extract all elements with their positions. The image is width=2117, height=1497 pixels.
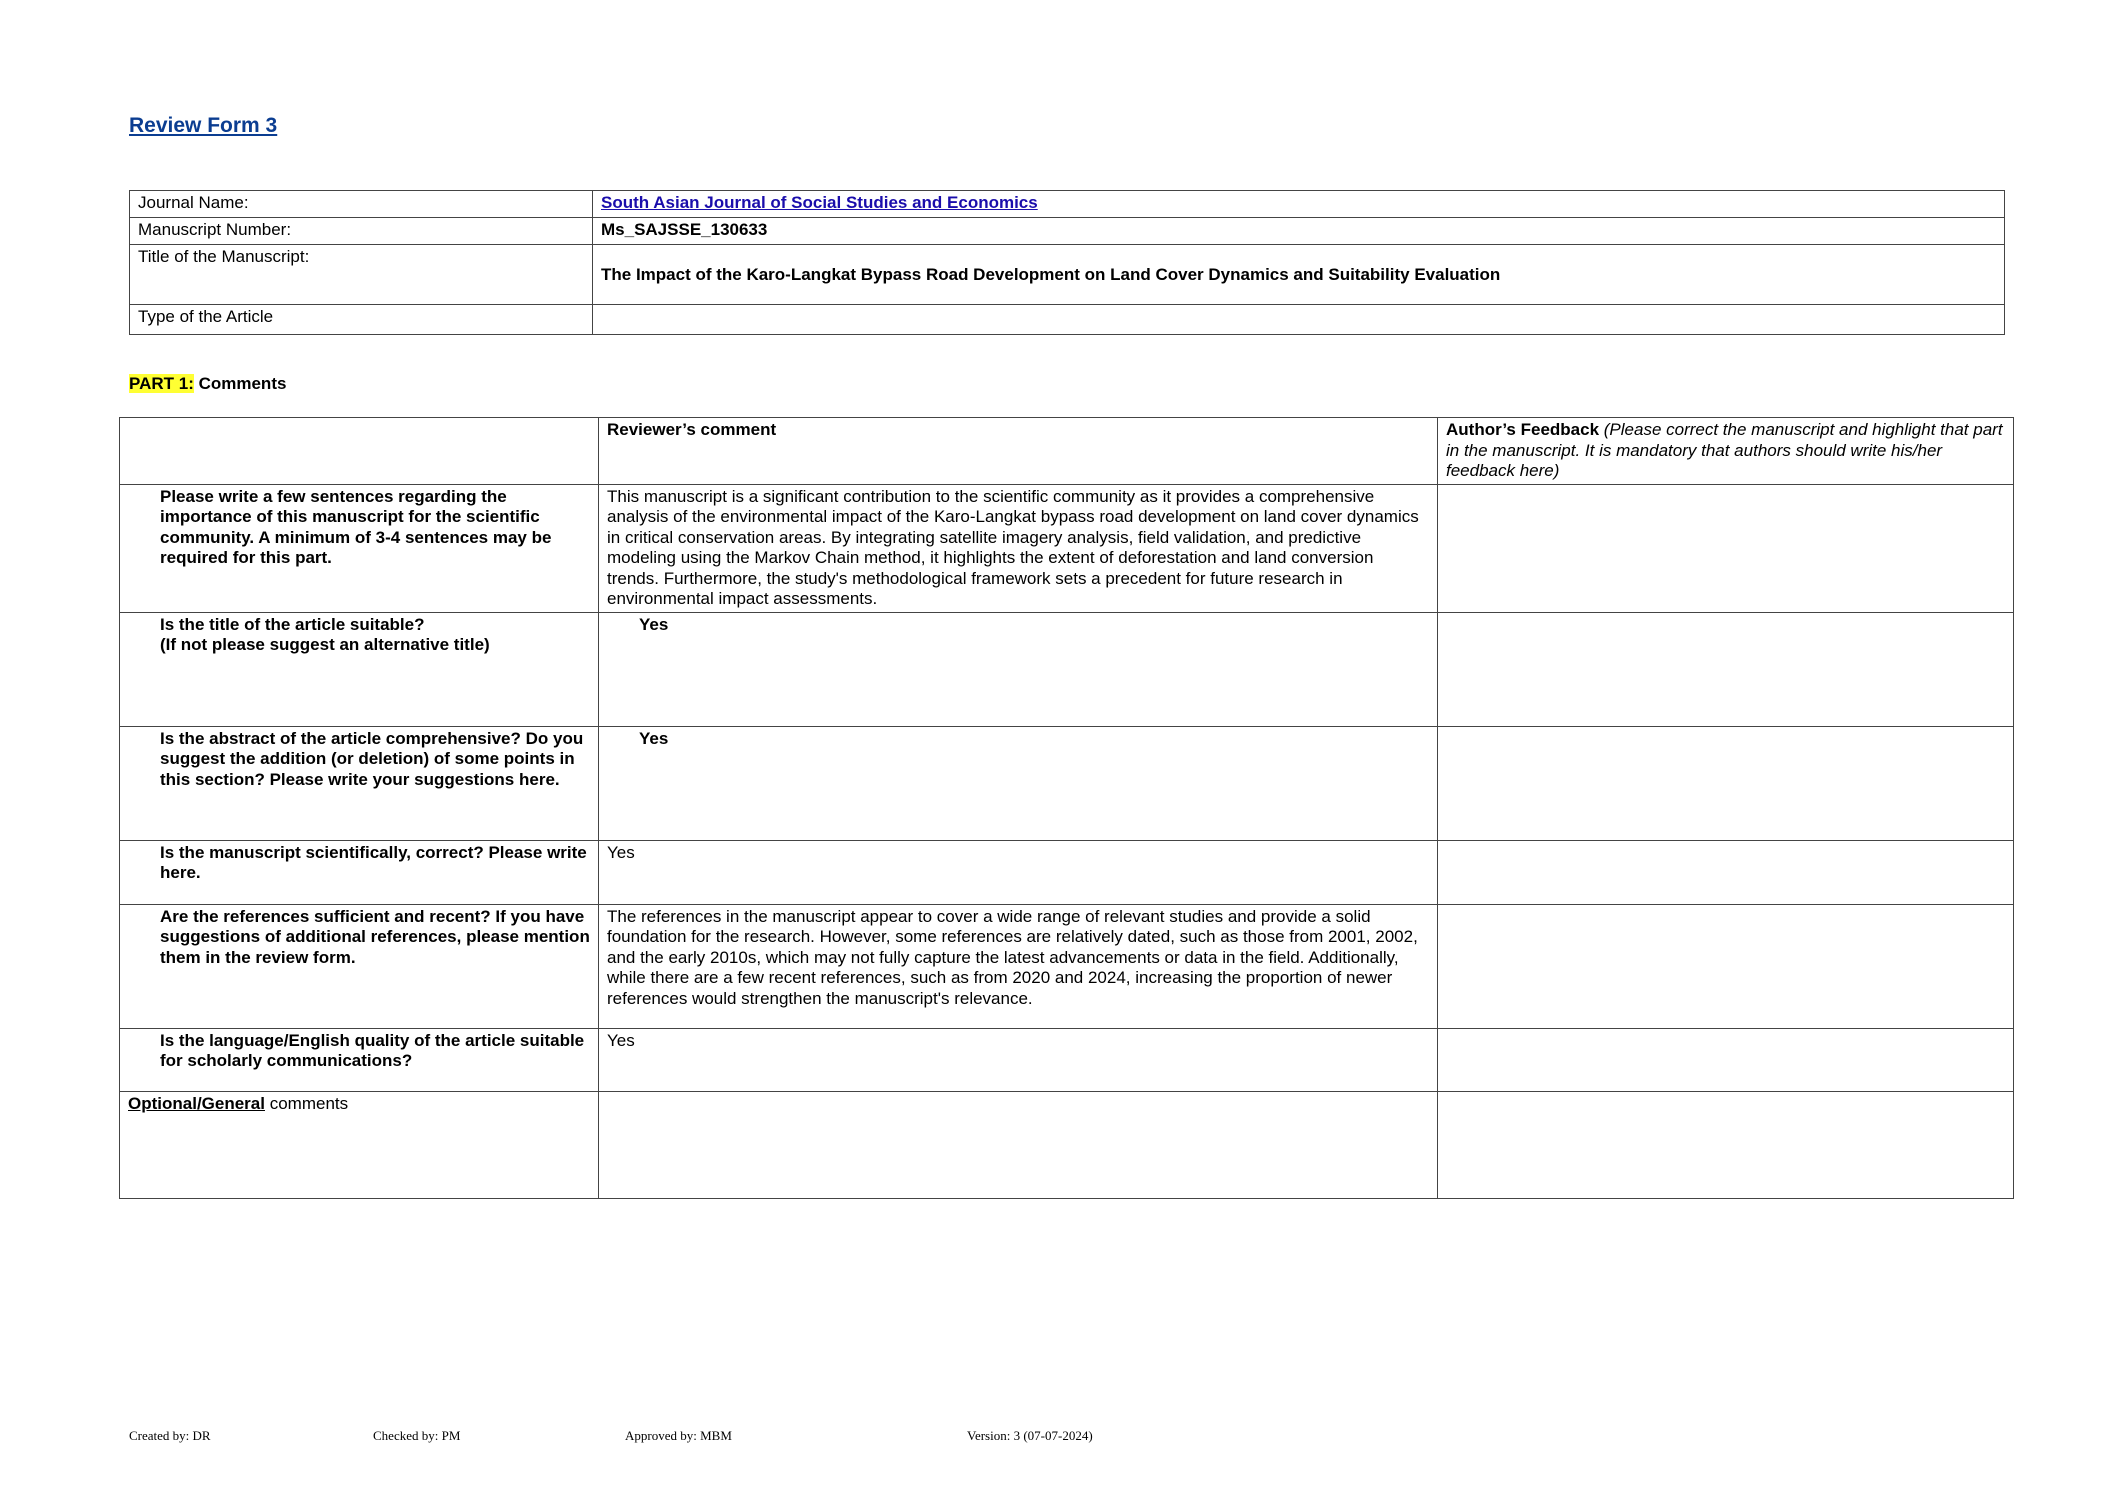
ms-value: Ms_SAJSSE_130633 <box>593 218 2005 245</box>
author-feedback[interactable] <box>1438 1028 2014 1091</box>
title-label: Title of the Manuscript: <box>130 245 593 305</box>
footer-version: Version: 3 (07-07-2024) <box>967 1428 1093 1443</box>
optional-label <box>120 1091 599 1198</box>
author-feedback[interactable] <box>1438 904 2014 1028</box>
journal-label: Journal Name: <box>130 191 593 218</box>
ms-label: Manuscript Number: <box>130 218 593 245</box>
table-row <box>120 904 2014 1028</box>
optional-rest: comments <box>264 1093 349 1113</box>
part-label: PART 1: <box>129 374 194 393</box>
reviewer-comment-header: Reviewer’s comment <box>599 418 1438 485</box>
type-value <box>593 305 2005 335</box>
question: Please write a few sentences regarding the importance of this manuscript for the scientific community. A minimum of 3-4 sentences may be required for this part. <box>120 484 599 612</box>
empty-header <box>120 418 599 485</box>
author-feedback-header <box>1438 418 2014 485</box>
optional-row <box>120 1091 2014 1198</box>
journal-link[interactable]: South Asian Journal of Social Studies and Economics <box>601 193 1038 212</box>
author-feedback[interactable] <box>1438 840 2014 904</box>
type-label: Type of the Article <box>130 305 593 335</box>
reviewer-comment[interactable]: This manuscript is a significant contribution to the scientific community as it provides a comprehensive analysis of the environmental impact of the Karo-Langkat bypass road development on land cover dynamics in critical conservation areas. By integrating satellite imagery analysis, field validation, and predictive modeling using the Markov Chain method, it highlights the extent of deforestation and land conversion trends. Furthermore, the study's methodological framework sets a precedent for future research in environmental impact assessments. <box>599 484 1438 612</box>
author-feedback[interactable] <box>1438 484 2014 612</box>
optional-comment[interactable] <box>599 1091 1438 1198</box>
footer-checked: Checked by: PM <box>373 1428 461 1443</box>
reviewer-comment[interactable]: Yes <box>599 726 1438 840</box>
question: Are the references sufficient and recent? If you have suggestions of additional references, please mention them in the review form. <box>120 904 599 1028</box>
table-row <box>120 840 2014 904</box>
title-value: The Impact of the Karo-Langkat Bypass Road Development on Land Cover Dynamics and Suitability Evaluation <box>593 245 2005 305</box>
reviewer-comment[interactable]: Yes <box>599 1028 1438 1091</box>
author-feedback-label: Author’s Feedback <box>1446 420 1600 439</box>
reviewer-comment[interactable]: Yes <box>599 612 1438 726</box>
author-feedback[interactable] <box>1438 726 2014 840</box>
question: Is the title of the article suitable? (If not please suggest an alternative title) <box>120 612 599 726</box>
footer-created: Created by: DR <box>129 1428 211 1443</box>
reviewer-comment[interactable]: The references in the manuscript appear to cover a wide range of relevant studies and provide a solid foundation for the research. However, some references are relatively dated, such as those from 2001, 2002, and the early 2010s, which may not fully capture the latest advancements or data in the field. Additionally, while there are a few recent references, such as from 2020 and 2024, increasing the proportion of newer references would strengthen the manuscript's relevance. <box>599 904 1438 1028</box>
manuscript-info-table <box>129 190 2005 335</box>
question: Is the language/English quality of the article suitable for scholarly communications? <box>120 1028 599 1091</box>
optional-bold: Optional/General <box>128 1093 265 1113</box>
author-feedback[interactable] <box>1438 612 2014 726</box>
reviewer-comment[interactable]: Yes <box>599 840 1438 904</box>
table-row <box>120 1028 2014 1091</box>
table-row <box>120 484 2014 612</box>
question: Is the manuscript scientifically, correct? Please write here. <box>120 840 599 904</box>
table-row <box>120 612 2014 726</box>
form-title: Review Form 3 <box>129 114 278 137</box>
question: Is the abstract of the article comprehensive? Do you suggest the addition (or deletion) of some points in this section? Please write your suggestions here. <box>120 726 599 840</box>
table-row <box>120 726 2014 840</box>
author-feedback-note: (Please correct the manuscript and highlight that part in the manuscript. It is mandatory that authors should write his/her feedback here) <box>1446 420 2003 480</box>
optional-feedback[interactable] <box>1438 1091 2014 1198</box>
part-heading <box>129 374 286 394</box>
part-rest: Comments <box>193 374 287 393</box>
footer-approved: Approved by: MBM <box>625 1428 732 1443</box>
comments-table <box>119 417 2014 1199</box>
